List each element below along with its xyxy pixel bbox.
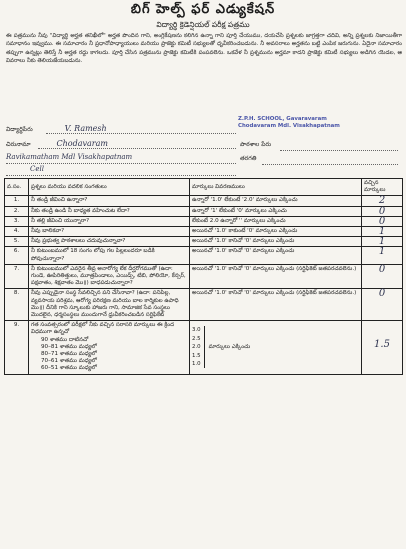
grade-scale-note: మార్కులు ఎక్కించు — [208, 343, 251, 350]
scale-value: 1.0 — [192, 361, 201, 368]
row-score[interactable]: 0 — [362, 206, 403, 216]
address-value: Chodavaram — [56, 139, 108, 148]
row-score[interactable]: 1 — [362, 247, 403, 264]
row-number: 7. — [5, 264, 29, 289]
intro-paragraph: ఈ పత్రమును నీవు "విద్యార్థి అర్హత తనిఖీలో" అర్హత పొందిన గాని, అంగ్లికేషణను కలిగిన ఉన్నా గాని పూర్తి చేయుము, దయచేసి ప్రశ్నలకు జాగ్రత్తగా చదివి, అన్ని ప్రశ్నలకు నిజాయితీగా సమాధానం ఇవ్వుము. ఈ సమాచారం నీ ప్రధానోపాధ్యాయులు మరియు ప్రాజెక్టు కమిటీ సభ్యులతో ధృవీకరించబడును. నీ అవసరాలు అర్హతను బట్టి ఎంపిక జరుగును. ఏదైనా సమాచారం తప్పుగా ఉన్నట్లు తెలిస్తే నీ అర్హత రద్దు కాగలదు. పూర్తి చేసిన పత్రమును ప్రాజెక్టు కమిటీకి పంపవలెను. ఒకవేళ నీ ప్రశ్నమును అర్హమా కాదని ప్రాజెక్టు కమిటీ సభ్యులు అడిగిన యెడల, ఆ వివరాలు నీకు తెలియజేయబడును. — [6, 33, 402, 64]
row-question: నీ కుటుంబములో ఎవరైన తీవ్ర అనారోగ్య లేక దీర్ఘరోగముతో (ఉదా: గుండె, ఊపిరితిత్తులు, మూత్రపిండాలు, ఎయిడ్స్, టిబి, పోలియో, కేన్సర్, పక్షవాతం, శిక్షవాతం మొ॥) బాధపడుచున్నారా? — [29, 264, 190, 289]
row-marks-info: లేకుంటే 2.0 ఉన్నారో '' మార్కులు ఎక్కించు — [190, 216, 362, 226]
row-number: 3. — [5, 216, 29, 226]
grade-range-item: 70–61 శాతము మధ్యలో — [41, 358, 97, 365]
table-row — [5, 289, 403, 321]
row-marks-info: అయినచో '1.0' కానిచో '0' మార్కులు ఎక్కించు (సర్టిఫికెట్ జతపరచవలెను.) — [190, 289, 362, 321]
row-score[interactable]: 1.5 — [362, 321, 403, 374]
row-question: నీ కుటుంబములో 18 సంగం లోపు గల పిల్లలందరూ బడికి పోవుచున్నారా? — [29, 247, 190, 264]
row-marks-info: ఉన్నారో '1.0' లేకుంటే '2.0' మార్కులు ఎక్కించు — [190, 196, 362, 206]
header-score: వచ్చిన మార్కులు — [362, 179, 403, 196]
grade-question: గత సంవత్సరంలో పరీక్షలో నీకు వచ్చిన సరాసరి మార్కులు ఈ క్రింద విధముగా ఉన్నచో — [31, 322, 175, 336]
row-score[interactable]: 2 — [362, 196, 403, 206]
phone-line — [6, 175, 236, 176]
phone-value: Cell — [30, 165, 44, 173]
row-score[interactable]: 0 — [362, 289, 403, 321]
row-number: 5. — [5, 237, 29, 247]
row-score[interactable]: 1 — [362, 237, 403, 247]
table-row — [5, 216, 403, 226]
table-row — [5, 264, 403, 289]
row-question: నీ తల్లి జీవించి యున్నారా? — [29, 216, 190, 226]
scale-value: 3.0 — [192, 327, 201, 334]
row-score[interactable]: 0 — [362, 264, 403, 289]
row-marks-info: అయినచో '1.0' కానిచో '0' మార్కులు ఎక్కించు — [190, 237, 362, 247]
table-header-row — [5, 179, 403, 196]
header-question: ప్రశ్నలు మరియు వదలిక సంగతులు — [29, 179, 190, 196]
table-row — [5, 206, 403, 216]
row-question: నీవు ప్రభుత్వ పాఠశాలలు చదువుచున్నావా? — [29, 237, 190, 247]
row-number: 2. — [5, 206, 29, 216]
school-name-label: పాఠశాల పేరు — [240, 141, 272, 148]
row-number: 4. — [5, 227, 29, 237]
eligibility-table — [4, 178, 403, 375]
stamp-line-1: Z.P.H. SCHOOL, Gavaravaram — [238, 116, 327, 122]
school-name-line — [280, 150, 398, 151]
class-label: తరగతి — [240, 155, 257, 162]
grade-scale — [192, 326, 359, 368]
grade-range-item: 90–81 శాతము మధ్యలో — [41, 343, 97, 350]
row-marks-info — [190, 321, 362, 374]
grade-range-item: 90 శాతము దాటినచో — [41, 336, 89, 343]
table-row — [5, 321, 403, 374]
student-name-label: విద్యార్థిపేరు — [6, 126, 33, 133]
row-marks-info: ఉన్నారో '1' లేకుంటే '0' మార్కులు ఎక్కించు — [190, 206, 362, 216]
row-number: 9. — [5, 321, 29, 374]
grade-range-list — [41, 337, 187, 373]
row-marks-info: అయినచో '1.0' కానిచో '0' మార్కులు ఎక్కించు (సర్టిఫికెట్ జతపరచవలెను.) — [190, 264, 362, 289]
table-row — [5, 237, 403, 247]
row-marks-info: అయినచో '1.0' కాకుంటే '0' మార్కులు ఎక్కించు — [190, 227, 362, 237]
student-name-value: V. Ramesh — [64, 124, 107, 133]
row-score[interactable]: 1 — [362, 227, 403, 237]
row-question — [29, 321, 190, 374]
table-row — [5, 196, 403, 206]
grade-range-item: 80–71 శాతము మధ్యలో — [41, 351, 97, 358]
scale-value: 2.5 — [192, 335, 201, 342]
scale-value: 1.5 — [192, 352, 201, 359]
row-number: 6. — [5, 247, 29, 264]
header-marks-info: మార్కులు వివరణములు — [190, 179, 362, 196]
address-line — [38, 148, 236, 149]
header-serial: వ.సం. — [5, 179, 29, 196]
scale-value: 2.0 — [192, 344, 201, 351]
row-number: 8. — [5, 289, 29, 321]
row-question: నీవు బాలికవా? — [29, 227, 190, 237]
row-score[interactable]: 0 — [362, 216, 403, 226]
row-number: 1. — [5, 196, 29, 206]
school-stamp — [238, 116, 346, 136]
grade-scale-values — [192, 326, 205, 368]
row-question: నీ తండ్రి జీవించి ఉన్నారా? — [29, 196, 190, 206]
row-question: నీవు ఎప్పుడైనా సంస్థ సేవలిచ్చిన పని చేసినావా? (ఉదా: పనిపిల్ల, వ్యవసాయ పరిశ్రమ, ఆరోగ్య పరిరక్షణ మరియు బాల కార్మికుల ఉపాధి మొ॥) దీనికి గాని స్కూలుకు హాజరు గాని, సామాజిక సేవ సంస్థలు మొదలైన, ధర్మసంస్థలు ముందుగానే ధ్రువీకరించబడిన సర్టిఫికేట్ — [29, 289, 190, 321]
grade-range-item: 60–51 శాతము మధ్యలో — [41, 365, 97, 372]
address-label: చిరునామా — [6, 141, 31, 148]
table-row — [5, 227, 403, 237]
place-line — [6, 163, 236, 164]
row-marks-info: అయినచో '1.0' కానిచో '0' మార్కులు ఎక్కించు — [190, 247, 362, 264]
student-name-line — [46, 133, 236, 134]
stamp-line-2: Chodavaram Mdl. Visakhapatnam — [238, 123, 340, 129]
form-subtitle: విద్యార్థి క్రెడెన్షియల్ పరీక్ష పత్రము — [156, 20, 250, 29]
table-row — [5, 247, 403, 264]
class-line — [262, 164, 398, 165]
row-question: నీకు తండ్రి ఉండి నీ బాధ్యత వహించుట లేదా? — [29, 206, 190, 216]
place-value: Ravikamatham Mdl Visakhapatnam — [6, 153, 133, 161]
form-title: బిగ్ హెల్ప్ ఫర్ ఎడ్యుకేషన్ — [130, 2, 276, 17]
